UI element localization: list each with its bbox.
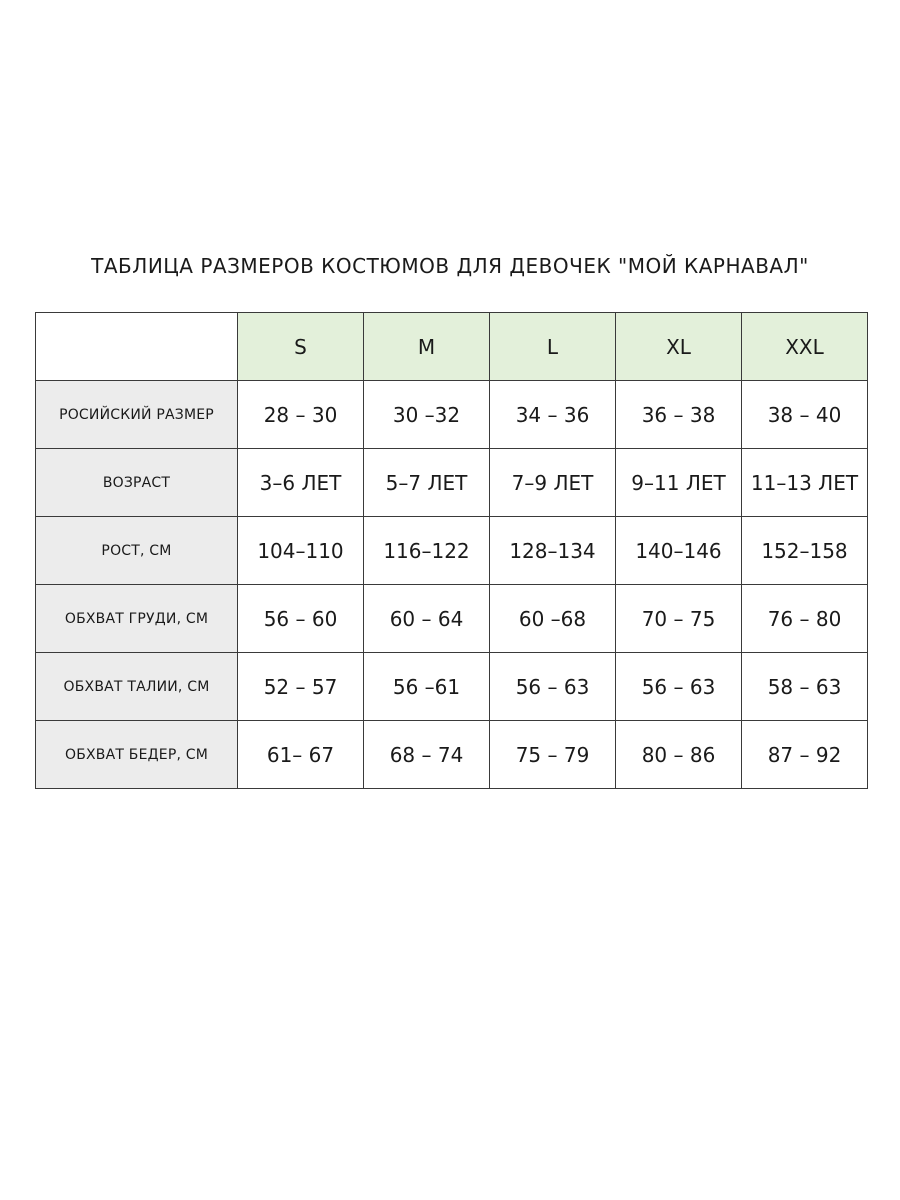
row-label-hips: ОБХВАТ БЕДЕР, СМ xyxy=(36,721,238,789)
table-row xyxy=(36,517,868,585)
size-chart-table xyxy=(35,312,868,789)
table-cell: 75 – 79 xyxy=(490,721,616,789)
table-cell: 3–6 ЛЕТ xyxy=(238,449,364,517)
table-row xyxy=(36,585,868,653)
table-row xyxy=(36,449,868,517)
table-cell: 104–110 xyxy=(238,517,364,585)
table-cell: 80 – 86 xyxy=(616,721,742,789)
table-cell: 56 – 63 xyxy=(616,653,742,721)
table-cell: 56 – 63 xyxy=(490,653,616,721)
corner-cell xyxy=(36,313,238,381)
table-cell: 116–122 xyxy=(364,517,490,585)
row-label-height: РОСТ, СМ xyxy=(36,517,238,585)
table-cell: 128–134 xyxy=(490,517,616,585)
size-header-s: S xyxy=(238,313,364,381)
size-header-row xyxy=(36,313,868,381)
table-row xyxy=(36,721,868,789)
table-cell: 5–7 ЛЕТ xyxy=(364,449,490,517)
table-cell: 56 –61 xyxy=(364,653,490,721)
size-header-xl: XL xyxy=(616,313,742,381)
table-cell: 60 –68 xyxy=(490,585,616,653)
table-cell: 70 – 75 xyxy=(616,585,742,653)
table-cell: 140–146 xyxy=(616,517,742,585)
table-cell: 58 – 63 xyxy=(742,653,868,721)
table-cell: 38 – 40 xyxy=(742,381,868,449)
size-header-l: L xyxy=(490,313,616,381)
table-row xyxy=(36,653,868,721)
table-cell: 60 – 64 xyxy=(364,585,490,653)
row-label-russian-size: РОСИЙСКИЙ РАЗМЕР xyxy=(36,381,238,449)
table-cell: 7–9 ЛЕТ xyxy=(490,449,616,517)
table-cell: 28 – 30 xyxy=(238,381,364,449)
table-cell: 36 – 38 xyxy=(616,381,742,449)
table-cell: 76 – 80 xyxy=(742,585,868,653)
row-label-chest: ОБХВАТ ГРУДИ, СМ xyxy=(36,585,238,653)
table-cell: 30 –32 xyxy=(364,381,490,449)
table-cell: 61– 67 xyxy=(238,721,364,789)
table-cell: 34 – 36 xyxy=(490,381,616,449)
table-row xyxy=(36,381,868,449)
size-header-xxl: XXL xyxy=(742,313,868,381)
page-title: ТАБЛИЦА РАЗМЕРОВ КОСТЮМОВ ДЛЯ ДЕВОЧЕК "МОЙ КАРНАВАЛ" xyxy=(91,254,809,278)
table-cell: 87 – 92 xyxy=(742,721,868,789)
size-header-m: M xyxy=(364,313,490,381)
table-cell: 9–11 ЛЕТ xyxy=(616,449,742,517)
table-cell: 52 – 57 xyxy=(238,653,364,721)
row-label-age: ВОЗРАСТ xyxy=(36,449,238,517)
table-cell: 68 – 74 xyxy=(364,721,490,789)
table-cell: 11–13 ЛЕТ xyxy=(742,449,868,517)
table-cell: 152–158 xyxy=(742,517,868,585)
row-label-waist: ОБХВАТ ТАЛИИ, СМ xyxy=(36,653,238,721)
table-cell: 56 – 60 xyxy=(238,585,364,653)
